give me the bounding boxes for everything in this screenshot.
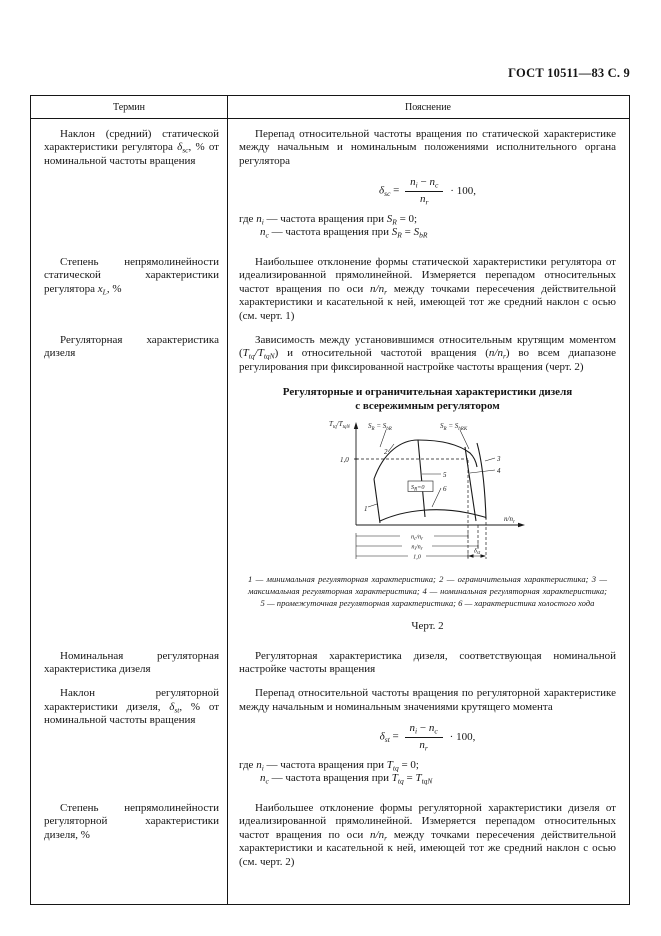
y-axis-arrow	[353, 422, 357, 429]
term-cell-2	[31, 247, 227, 325]
column-divider	[227, 96, 228, 904]
explanation-cell-1	[227, 119, 629, 247]
explanation-4: Регуляторная характеристика дизеля, соответствующая номинальной настройке частоты вращения	[239, 649, 616, 675]
column-header-term	[31, 96, 227, 119]
var-x: x	[97, 282, 103, 295]
var-delta: δ	[177, 141, 183, 154]
term-cell-6	[31, 793, 227, 871]
figure-2-plot	[328, 417, 528, 569]
where-line-2: $n_c$ — частота вращения при $T_{tq} = T_{tqN}$	[260, 772, 433, 786]
term-3: Регуляторная характеристика дизеля	[44, 334, 219, 360]
explanation-3: Зависимость между установившимся относительным крутящим моментом $(T_{tq}/T_{tqN})$ и относительной частотой вращения $(n/n_r)$ во всем диапазоне регулирования при фиксированной настройке частоты вращения (черт. 2)	[239, 334, 616, 374]
explanation-cell-6	[227, 793, 629, 871]
formula-static-slope: $\delta_{sc}$ = $\frac{n_i - n_c}{n_r}$ · 100,	[379, 176, 476, 207]
dim-nc-label: $n_c/n_r$	[410, 533, 423, 542]
explanation-2: Наибольшее отклонение формы статической характеристики регулятора от идеализированной прямолинейной. Измеряется перепадом относительных частот вращения по оси $n/n_r$ между точками пересечения действительной характеристики и касательной к ней, имеющей тот же средний наклон с осью (см. черт. 1)	[239, 255, 616, 322]
curve-limiting	[374, 440, 477, 479]
terms-table	[30, 95, 630, 905]
term-cell-5	[31, 678, 227, 792]
where-line-1: где $n_i$ — частота вращения при $S_R = 0$;	[239, 212, 418, 226]
figure-2	[239, 385, 616, 634]
figure-2-label: Черт. 2	[411, 620, 444, 633]
explanation-6: Наибольшее отклонение формы регуляторной характеристики дизеля от идеализированной прямолинейной. Измеряется перепадом относительных частот вращения по оси $n/n_r$ между точками пересечения действительной характеристики и касательной к ней, имеющей тот же средний наклон с осью (см. черт. 2)	[239, 801, 616, 868]
y-axis-label: $T_{tq}/T_{tqN}$	[328, 420, 350, 430]
var-delta: δ	[169, 700, 175, 713]
term-1: Наклон (средний) статической характеристики регулятора $\delta_{sc}$, % от номинальной частоты вращения	[44, 128, 219, 168]
curve-3-number: 3	[496, 455, 500, 464]
annotation-rack-full: $S_R = S_{bR}$	[367, 422, 392, 432]
curve-max-regulator	[477, 443, 486, 519]
fraction-denominator: $n_r$	[419, 738, 428, 753]
term-2: Степень непрямолинейности статической характеристики регулятора $x_L$, %	[44, 255, 219, 297]
explanation-5: Перепад относительной частоты вращения по регуляторной характеристике между начальным и номинальным значениями крутящего момента	[239, 687, 616, 713]
term-4: Номинальная регуляторная характеристика дизеля	[44, 649, 219, 675]
column-header-explanation	[227, 96, 629, 119]
curve-2-number: 2	[383, 448, 387, 457]
dim-ni-label: $n_i/n_r$	[410, 543, 423, 552]
curve-6-number: 6	[442, 485, 446, 494]
figure-2-title: Регуляторные и ограничительная характеристики дизеля с всережимным регулятором	[282, 385, 573, 412]
dim-1-0-label: 1,0	[412, 553, 421, 561]
fraction-numerator: $n_i - n_c$	[405, 176, 443, 192]
explanation-cell-4	[227, 641, 629, 679]
where-line-1: где $n_i$ — частота вращения при $T_{tq} = 0$;	[239, 758, 419, 772]
term-6: Степень непрямолинейности регуляторной характеристики дизеля, %	[44, 801, 219, 841]
curve-5-number: 5	[442, 471, 446, 480]
y-tick-1-0: 1,0	[339, 456, 349, 465]
column-header-explanation-label: Пояснение	[404, 102, 451, 113]
formula-regulator-slope: $\delta_{st}$ = $\frac{n_i - n_c}{n_r}$ · 100,	[379, 722, 476, 753]
explanation-1: Перепад относительной частоты вращения по статической характеристике между начальным и номинальным положениями исполнительного органа регулятора	[239, 128, 616, 167]
curve-4-number: 4	[496, 467, 500, 476]
figure-2-caption: 1 — минимальная регуляторная характеристика; 2 — ограничительная характеристика; 3 — максимальная регуляторная характеристика; 4 — номинальная регуляторная характеристика; 5 — промежуточная регуляторная характеристика; 6 — характеристика холостого хода	[248, 574, 607, 609]
x-axis-arrow	[518, 523, 525, 527]
explanation-cell-2	[227, 247, 629, 325]
column-header-term-label: Термин	[112, 102, 146, 113]
rack-zero-label: $S_R=0$	[410, 484, 424, 493]
curve-intermediate-regulator	[418, 440, 425, 517]
fraction-numerator: $n_i - n_c$	[405, 722, 443, 738]
fraction	[405, 176, 443, 206]
term-cell-3	[31, 325, 227, 641]
curve-no-load	[380, 510, 486, 521]
where-clause-1	[239, 213, 616, 240]
where-line-2: $n_c$ — частота вращения при $S_R = S_{bR}$	[260, 226, 428, 240]
x-axis-label: $n/n_r$	[503, 515, 515, 525]
term-cell-4	[31, 641, 227, 679]
droop-label: $\delta_{st}$	[473, 547, 480, 556]
curve-1-number: 1	[363, 505, 367, 514]
term-cell-1	[31, 119, 227, 247]
fraction	[405, 722, 443, 752]
standard-reference: ГОСТ 10511—83 С. 9	[508, 66, 630, 80]
fraction-denominator: $n_r$	[419, 192, 429, 207]
curve-min-regulator	[374, 479, 380, 523]
page-header	[30, 66, 630, 81]
explanation-cell-3	[227, 325, 629, 641]
annotation-rack-max: $S_R = S_{hRK}$	[439, 422, 467, 432]
where-clause-5	[239, 759, 616, 786]
term-5: Наклон регуляторной характеристики дизеля, $\delta_{st}$, % от номинальной частоты вращения	[44, 687, 219, 727]
explanation-cell-5	[227, 678, 629, 792]
